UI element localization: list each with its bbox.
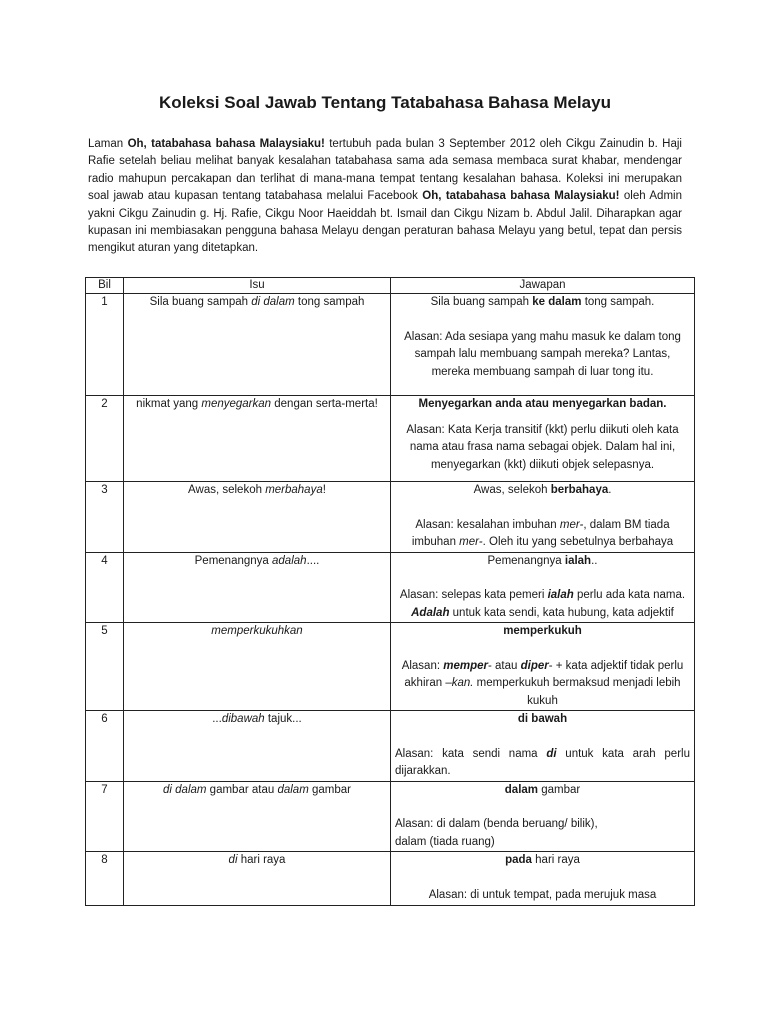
answer-correction — [395, 294, 690, 312]
answer-correction: Menyegarkan anda atau menyegarkan badan. — [418, 398, 667, 410]
isu-cell — [124, 623, 391, 711]
intro-paragraph — [88, 136, 682, 258]
jawapan-cell — [391, 711, 695, 782]
isu-error: di — [228, 854, 238, 866]
answer-reason — [395, 816, 690, 851]
isu-error: dibawah — [221, 713, 265, 725]
isu-cell — [124, 482, 391, 553]
isu-text: .... — [306, 554, 320, 567]
isu-cell — [124, 396, 391, 482]
isu-error: dalam — [277, 783, 309, 796]
reason-italic: mer- — [459, 536, 483, 548]
table-row — [86, 396, 695, 482]
isu-text: gambar atau — [206, 783, 278, 796]
table-row — [86, 552, 695, 623]
reason-text: untuk kata sendi, kata hubung, kata adjektif — [449, 606, 674, 619]
answer-reason — [395, 658, 690, 711]
intro-text: tertubuh pada bulan 3 September 2012 oleh Cikgu Zainudin b. Haji Rafie setelah beliau melihat banyak kesalahan tatabahasa sama ada semasa membaca surat khabar, mendengar radio mahupun percakapan dan terlihat di mana-mana tempat tentang kesalahan bahasa. Koleksi ini merupakan soal jawab atau kupasan tentang tatabahasa melalui Facebook — [88, 138, 682, 203]
jawapan-cell — [391, 852, 695, 906]
answer-emphasis: ke dalam — [532, 296, 582, 308]
answer-correction — [395, 852, 690, 870]
answer-correction — [395, 553, 690, 571]
intro-text: Laman — [88, 138, 128, 150]
row-number: 3 — [86, 482, 124, 553]
table-row — [86, 294, 695, 396]
answer-text: .. — [591, 554, 598, 567]
reason-text: Alasan: kata sendi nama — [395, 747, 547, 760]
answer-correction: di bawah — [517, 713, 568, 725]
table-row — [86, 623, 695, 711]
isu-text: gambar — [308, 783, 351, 796]
isu-text: ! — [322, 484, 326, 496]
reason-line: dalam (tiada ruang) — [395, 835, 495, 848]
isu-text: tong sampah — [294, 296, 365, 308]
reason-emphasis: memper — [443, 659, 488, 672]
reason-text: - atau — [488, 659, 521, 672]
answer-text: hari raya — [531, 854, 580, 866]
reason-text: untuk kata arah perlu dijarakkan. — [395, 747, 690, 777]
answer-emphasis: dalam — [504, 783, 539, 796]
isu-cell — [124, 294, 391, 396]
isu-text: hari raya — [237, 854, 286, 866]
answer-text: Awas, selekoh — [473, 484, 551, 496]
answer-correction: memperkukuh — [503, 625, 582, 637]
answer-correction — [395, 782, 690, 800]
answer-reason: Alasan: Ada sesiapa yang mahu masuk ke dalam tong sampah lalu membuang sampah mereka? Lantas, mereka membuang sampah di luar tong itu. — [404, 330, 681, 378]
isu-error: memperkukuhkan — [211, 625, 303, 637]
jawapan-cell — [391, 781, 695, 852]
jawapan-cell — [391, 396, 695, 482]
intro-page-name: Oh, tatabahasa bahasa Malaysiaku! — [127, 138, 325, 150]
isu-error: menyegarkan — [201, 398, 272, 410]
qa-table — [85, 277, 695, 906]
answer-emphasis: pada — [505, 854, 532, 866]
isu-cell — [124, 711, 391, 782]
answer-text: . — [608, 484, 612, 496]
reason-italic: kan. — [451, 677, 474, 689]
isu-error: di dalam — [251, 296, 295, 308]
isu-text: tajuk... — [264, 713, 302, 725]
reason-emphasis: Adalah — [411, 606, 450, 619]
reason-text: perlu ada kata nama. — [573, 589, 686, 601]
table-row — [86, 781, 695, 852]
answer-reason — [395, 517, 690, 552]
row-number: 4 — [86, 552, 124, 623]
answer-reason: Alasan: Kata Kerja transitif (kkt) perlu diikuti oleh kata nama atau frasa nama sebagai objek. Dalam hal ini, menyegarkan (kkt) diikuti objek selepasnya. — [406, 423, 679, 471]
reason-text: Alasan: selepas kata pemeri — [399, 589, 548, 601]
row-number: 5 — [86, 623, 124, 711]
reason-line: Alasan: di dalam (benda beruang/ bilik), — [395, 818, 598, 830]
isu-error: adalah — [272, 554, 307, 567]
intro-page-name: Oh, tatabahasa bahasa Malaysiaku! — [422, 190, 620, 203]
intro-text: oleh Admin yakni Cikgu Zainudin g. Hj. Rafie, Cikgu Noor Haeiddah bt. Ismail dan Cikgu Nizam b. Abdul Jalil. Diharapkan agar kupasan ini membiasakan pengguna bahasa Melayu dengan peraturan bahasa Melayu yang betul, tepat dan persis mengikut aturan yang ditetapkan. — [88, 190, 682, 255]
reason-emphasis: ialah — [547, 589, 574, 601]
jawapan-cell — [391, 294, 695, 396]
isu-text: Sila buang sampah — [149, 296, 252, 308]
isu-error: merbahaya — [265, 484, 323, 496]
reason-emphasis: di — [546, 747, 557, 760]
jawapan-cell — [391, 552, 695, 623]
answer-correction — [395, 482, 690, 500]
isu-text: nikmat yang — [136, 398, 202, 410]
page-title: Koleksi Soal Jawab Tentang Tatabahasa Bahasa Melayu — [159, 93, 611, 112]
answer-text: gambar — [538, 783, 581, 796]
isu-text: Awas, selekoh — [188, 484, 266, 496]
table-row — [86, 711, 695, 782]
table-row — [86, 852, 695, 906]
answer-reason — [395, 746, 690, 781]
jawapan-cell — [391, 623, 695, 711]
row-number: 2 — [86, 396, 124, 482]
answer-emphasis: ialah — [564, 554, 592, 567]
isu-cell — [124, 852, 391, 906]
reason-text: . Oleh itu yang sebetulnya berbahaya — [482, 536, 674, 548]
isu-text: ... — [212, 713, 222, 725]
isu-cell — [124, 781, 391, 852]
answer-reason: Alasan: di untuk tempat, pada merujuk masa — [428, 888, 657, 901]
table-row — [86, 482, 695, 553]
row-number: 8 — [86, 852, 124, 906]
reason-emphasis: diper — [520, 659, 549, 672]
reason-text: - + kata adjektif tidak perlu akhiran – — [404, 659, 684, 689]
isu-cell — [124, 552, 391, 623]
isu-error: di dalam — [163, 783, 207, 796]
reason-text: , dalam BM tiada imbuhan — [411, 518, 670, 548]
row-number: 7 — [86, 781, 124, 852]
table-header-row — [86, 278, 695, 294]
answer-reason — [395, 587, 690, 622]
reason-text: Alasan: — [401, 659, 444, 672]
reason-text: Alasan: kesalahan imbuhan — [415, 518, 560, 531]
header-bil: Bil — [86, 278, 124, 294]
isu-text: dengan serta-merta! — [271, 398, 378, 410]
answer-text: Pemenangnya — [487, 554, 565, 567]
row-number: 6 — [86, 711, 124, 782]
reason-text: memperkukuh bermaksud menjadi lebih kukuh — [473, 677, 681, 707]
reason-italic: mer- — [559, 518, 584, 531]
answer-emphasis: berbahaya — [550, 484, 609, 496]
header-isu: Isu — [124, 278, 391, 294]
isu-text: Pemenangnya — [194, 554, 273, 567]
answer-text: tong sampah. — [581, 296, 655, 308]
answer-text: Sila buang sampah — [430, 296, 533, 308]
row-number: 1 — [86, 294, 124, 396]
header-jawapan: Jawapan — [391, 278, 695, 294]
jawapan-cell — [391, 482, 695, 553]
